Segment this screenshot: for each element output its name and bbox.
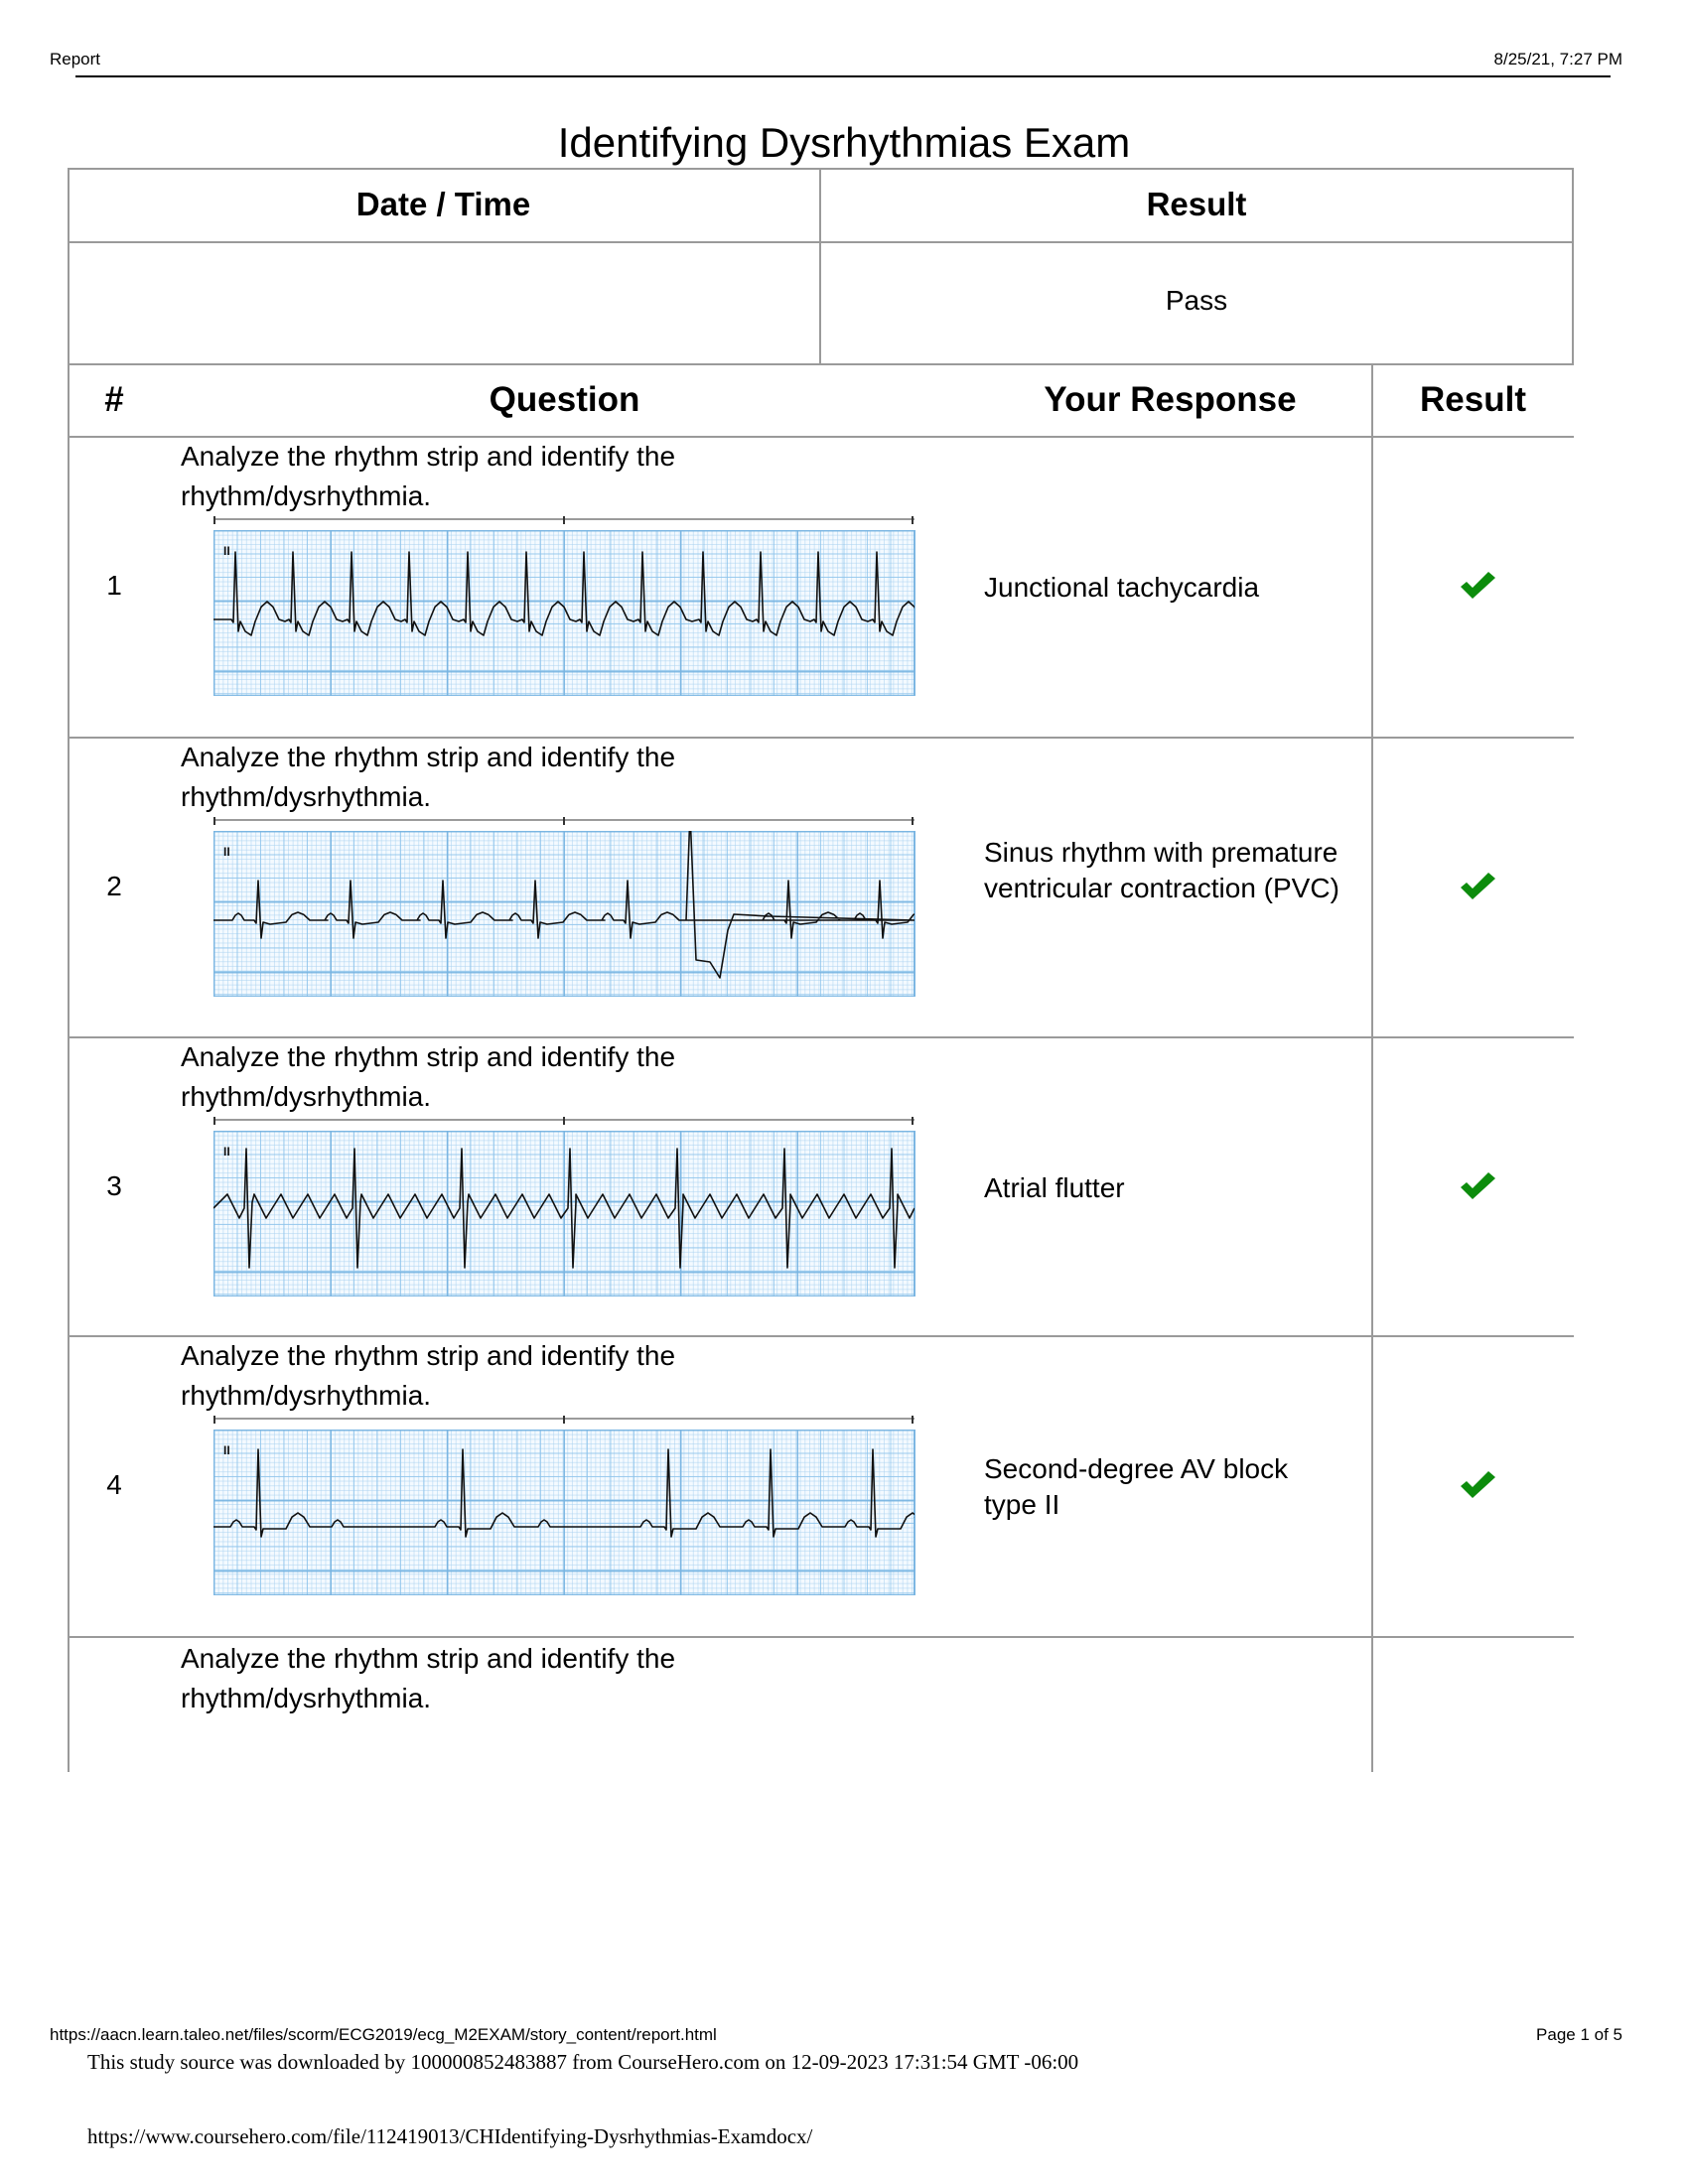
header-result: Result <box>1420 380 1526 419</box>
ecg-waveform <box>213 1430 914 1594</box>
check-icon <box>1459 1469 1498 1499</box>
check-icon <box>1459 871 1498 900</box>
question-text: Analyze the rhythm strip and identify the rhythm/dysrhythmia. <box>181 1340 676 1411</box>
summary-bottom-divider <box>68 363 1574 365</box>
check-icon <box>1459 1170 1498 1200</box>
table-row <box>68 1336 1574 1636</box>
lead-label: II <box>223 544 230 558</box>
page-title: Identifying Dysrhythmias Exam <box>557 119 1131 166</box>
question-number: 4 <box>106 1469 122 1500</box>
response-text: Junctional tachycardia <box>984 572 1260 603</box>
ecg-grid <box>213 1131 915 1297</box>
question-text: Analyze the rhythm strip and identify the rhythm/dysrhythmia. <box>181 441 676 511</box>
download-notice: This study source was downloaded by 100000852483887 from CourseHero.com on 12-09-2023 17:31:54 GMT -06:00 <box>87 2050 1079 2074</box>
lead-label: II <box>223 1145 230 1159</box>
ecg-waveform <box>213 530 914 695</box>
question-number: 3 <box>106 1170 122 1201</box>
table-row <box>68 1637 1574 1772</box>
results-table <box>68 168 1574 1772</box>
ecg-grid <box>213 831 915 997</box>
header-divider <box>75 75 1611 77</box>
ecg-rhythm-strip <box>213 1119 914 1297</box>
check-icon <box>1459 570 1498 600</box>
header-question: Question <box>489 380 640 419</box>
print-header-datetime: 8/25/21, 7:27 PM <box>1493 50 1622 68</box>
page-number: Page 1 of 5 <box>1536 2025 1622 2044</box>
ecg-grid <box>213 1430 915 1595</box>
lead-label: II <box>223 1443 230 1457</box>
ecg-rhythm-strip <box>213 518 914 697</box>
lead-label: II <box>223 845 230 859</box>
question-number: 1 <box>106 570 122 601</box>
print-footer-url: https://aacn.learn.taleo.net/files/scorm/ECG2019/ecg_M2EXAM/story_content/report.html <box>50 2025 717 2044</box>
table-row <box>68 437 1574 737</box>
source-url: https://www.coursehero.com/file/112419013/CHIdentifying-Dysrhythmias-Examdocx/ <box>87 2124 813 2148</box>
response-text: Sinus rhythm with premature ventricular contraction (PVC) <box>984 837 1339 903</box>
ecg-rhythm-strip <box>213 819 914 998</box>
question-number: 2 <box>106 871 122 901</box>
table-row <box>68 738 1574 1036</box>
header-your-response: Your Response <box>1044 380 1297 419</box>
ecg-rhythm-strip <box>213 1418 914 1596</box>
response-text: Atrial flutter <box>984 1172 1125 1203</box>
header-date-time: Date / Time <box>355 186 531 222</box>
ecg-grid <box>213 530 915 696</box>
summary-result-value: Pass <box>1165 285 1228 316</box>
question-text: Analyze the rhythm strip and identify the rhythm/dysrhythmia. <box>181 742 676 812</box>
header-summary-result: Result <box>1146 186 1247 222</box>
print-header-title: Report <box>50 50 101 68</box>
response-text: Second-degree AV block type II <box>984 1453 1289 1520</box>
summary-header-divider <box>68 241 1574 243</box>
table-row <box>68 1037 1574 1335</box>
ecg-waveform <box>213 831 914 996</box>
header-number: # <box>104 380 124 419</box>
ecg-waveform <box>213 1131 914 1296</box>
question-text: Analyze the rhythm strip and identify the rhythm/dysrhythmia. <box>181 1643 676 1713</box>
question-text: Analyze the rhythm strip and identify the rhythm/dysrhythmia. <box>181 1041 676 1112</box>
